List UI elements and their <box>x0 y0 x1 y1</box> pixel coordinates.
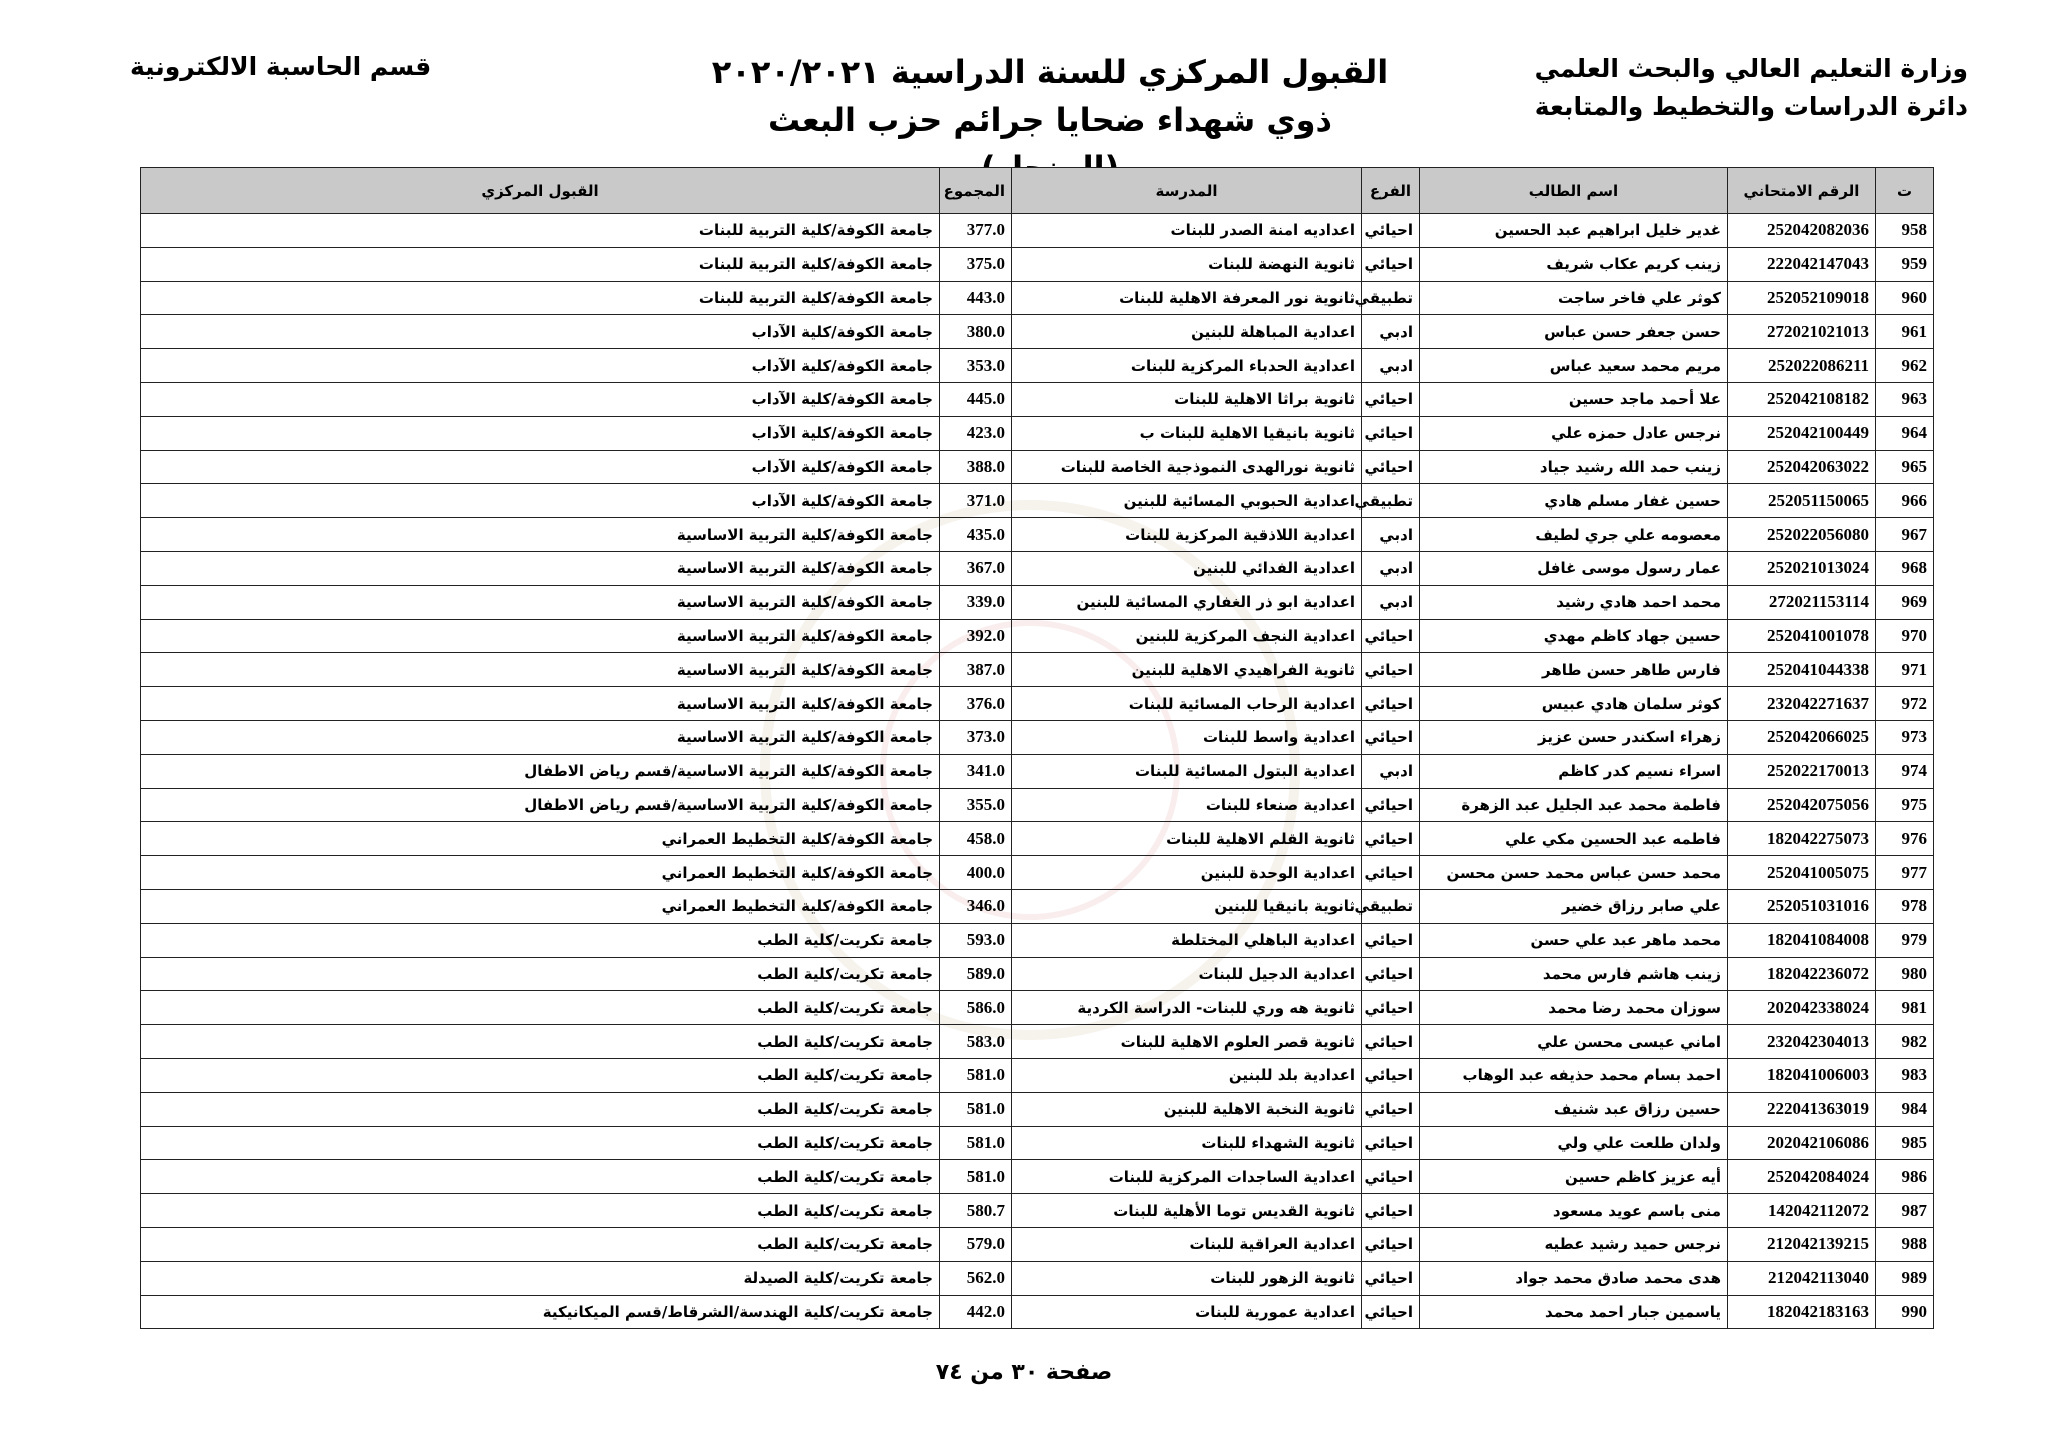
cell-student-name: كوثر علي فاخر ساجت <box>1420 281 1728 315</box>
cell-total: 579.0 <box>940 1227 1012 1261</box>
cell-total: 443.0 <box>940 281 1012 315</box>
cell-student-name: ياسمين جبار احمد محمد <box>1420 1295 1728 1329</box>
ministry-name: وزارة التعليم العالي والبحث العلمي <box>1534 54 1968 83</box>
cell-branch: احيائي <box>1362 416 1420 450</box>
cell-seq: 985 <box>1876 1126 1934 1160</box>
cell-student-name: فارس طاهر حسن طاهر <box>1420 653 1728 687</box>
cell-admission: جامعة الكوفة/كلية التربية الاساسية <box>141 518 940 552</box>
cell-branch: احيائي <box>1362 1126 1420 1160</box>
document-title: القبول المركزي للسنة الدراسية ٢٠٢٠/٢٠٢١ <box>711 53 1389 91</box>
cell-student-name: مريم محمد سعيد عباس <box>1420 349 1728 383</box>
table-row <box>141 1092 1934 1126</box>
cell-school: اعدادية العراقية للبنات <box>1012 1227 1362 1261</box>
cell-seq: 983 <box>1876 1058 1934 1092</box>
table-row <box>141 281 1934 315</box>
cell-total: 589.0 <box>940 957 1012 991</box>
cell-school: اعدادية الرحاب المسائية للبنات <box>1012 687 1362 721</box>
cell-total: 435.0 <box>940 518 1012 552</box>
cell-admission: جامعة الكوفة/كلية الآداب <box>141 450 940 484</box>
table-row <box>141 856 1934 890</box>
cell-student-name: عمار رسول موسى غافل <box>1420 551 1728 585</box>
cell-seq: 969 <box>1876 585 1934 619</box>
cell-exam-no: 252052109018 <box>1728 281 1876 315</box>
cell-branch: احيائي <box>1362 1295 1420 1329</box>
cell-admission: جامعة الكوفة/كلية التربية الاساسية <box>141 619 940 653</box>
cell-seq: 987 <box>1876 1194 1934 1228</box>
table-row <box>141 382 1934 416</box>
cell-seq: 971 <box>1876 653 1934 687</box>
cell-branch: ادبي <box>1362 754 1420 788</box>
cell-seq: 988 <box>1876 1227 1934 1261</box>
table-row <box>141 1058 1934 1092</box>
cell-exam-no: 252022170013 <box>1728 754 1876 788</box>
cell-admission: جامعة تكريت/كلية الهندسة/الشرقاط/قسم الميكانيكية <box>141 1295 940 1329</box>
cell-student-name: معصومه علي جري لطيف <box>1420 518 1728 552</box>
cell-total: 400.0 <box>940 856 1012 890</box>
cell-seq: 959 <box>1876 247 1934 281</box>
cell-total: 371.0 <box>940 484 1012 518</box>
cell-school: ثانوية بانيقيا للبنين <box>1012 889 1362 923</box>
cell-student-name: أيه عزيز كاظم حسين <box>1420 1160 1728 1194</box>
cell-seq: 962 <box>1876 349 1934 383</box>
cell-exam-no: 212042139215 <box>1728 1227 1876 1261</box>
cell-admission: جامعة الكوفة/كلية التربية الاساسية <box>141 551 940 585</box>
table-row <box>141 349 1934 383</box>
cell-exam-no: 252042082036 <box>1728 214 1876 248</box>
cell-school: اعدادية الحبوبي المسائية للبنين <box>1012 484 1362 518</box>
table-row <box>141 923 1934 957</box>
header-admission: القبول المركزي <box>141 168 940 214</box>
table-row <box>141 1295 1934 1329</box>
cell-exam-no: 202042338024 <box>1728 991 1876 1025</box>
cell-admission: جامعة تكريت/كلية الطب <box>141 1092 940 1126</box>
cell-admission: جامعة الكوفة/كلية الآداب <box>141 382 940 416</box>
cell-admission: جامعة تكريت/كلية الطب <box>141 1126 940 1160</box>
cell-branch: احيائي <box>1362 1025 1420 1059</box>
table-row <box>141 619 1934 653</box>
cell-student-name: حسين رزاق عبد شنيف <box>1420 1092 1728 1126</box>
table-row <box>141 518 1934 552</box>
cell-school: اعدادية الباهلي المختلطة <box>1012 923 1362 957</box>
cell-seq: 958 <box>1876 214 1934 248</box>
cell-admission: جامعة الكوفة/كلية التربية الاساسية <box>141 653 940 687</box>
cell-total: 392.0 <box>940 619 1012 653</box>
cell-school: اعدادية صنعاء للبنات <box>1012 788 1362 822</box>
cell-branch: احيائي <box>1362 1058 1420 1092</box>
cell-exam-no: 142042112072 <box>1728 1194 1876 1228</box>
cell-total: 339.0 <box>940 585 1012 619</box>
cell-seq: 979 <box>1876 923 1934 957</box>
cell-student-name: غدير خليل ابراهيم عبد الحسين <box>1420 214 1728 248</box>
cell-seq: 984 <box>1876 1092 1934 1126</box>
cell-admission: جامعة الكوفة/كلية التربية الاساسية <box>141 687 940 721</box>
cell-exam-no: 252041044338 <box>1728 653 1876 687</box>
cell-seq: 973 <box>1876 720 1934 754</box>
table-row <box>141 214 1934 248</box>
cell-seq: 980 <box>1876 957 1934 991</box>
cell-seq: 970 <box>1876 619 1934 653</box>
table-header-row <box>141 168 1934 214</box>
table-row <box>141 1194 1934 1228</box>
cell-school: اعدادية الوحدة للبنين <box>1012 856 1362 890</box>
cell-branch: احيائي <box>1362 856 1420 890</box>
table-row <box>141 889 1934 923</box>
cell-exam-no: 202042106086 <box>1728 1126 1876 1160</box>
cell-admission: جامعة الكوفة/كلية الآداب <box>141 416 940 450</box>
table-row <box>141 957 1934 991</box>
cell-admission: جامعة الكوفة/كلية الآداب <box>141 349 940 383</box>
cell-school: اعدادية المباهلة للبنين <box>1012 315 1362 349</box>
cell-school: اعدادية الدجيل للبنات <box>1012 957 1362 991</box>
cell-exam-no: 252051150065 <box>1728 484 1876 518</box>
cell-school: ثانوية الفراهيدي الاهلية للبنين <box>1012 653 1362 687</box>
cell-seq: 964 <box>1876 416 1934 450</box>
cell-total: 593.0 <box>940 923 1012 957</box>
cell-exam-no: 252042108182 <box>1728 382 1876 416</box>
cell-branch: احيائي <box>1362 720 1420 754</box>
cell-total: 581.0 <box>940 1160 1012 1194</box>
cell-exam-no: 232042304013 <box>1728 1025 1876 1059</box>
table-row <box>141 450 1934 484</box>
table-row <box>141 653 1934 687</box>
cell-branch: احيائي <box>1362 382 1420 416</box>
cell-branch: ادبي <box>1362 585 1420 619</box>
cell-exam-no: 252042100449 <box>1728 416 1876 450</box>
cell-branch: احيائي <box>1362 214 1420 248</box>
cell-admission: جامعة الكوفة/كلية التربية الاساسية <box>141 720 940 754</box>
cell-seq: 978 <box>1876 889 1934 923</box>
cell-seq: 967 <box>1876 518 1934 552</box>
header-ministry-block <box>1535 50 1968 126</box>
cell-admission: جامعة تكريت/كلية الصيدلة <box>141 1261 940 1295</box>
cell-student-name: زينب هاشم فارس محمد <box>1420 957 1728 991</box>
cell-student-name: محمد ماهر عبد علي حسن <box>1420 923 1728 957</box>
cell-seq: 968 <box>1876 551 1934 585</box>
table-row <box>141 1227 1934 1261</box>
cell-branch: تطبيقي <box>1362 889 1420 923</box>
cell-school: اعدادية اللاذقية المركزية للبنات <box>1012 518 1362 552</box>
cell-exam-no: 252021013024 <box>1728 551 1876 585</box>
department-name: دائرة الدراسات والتخطيط والمتابعة <box>1534 92 1968 121</box>
cell-exam-no: 182042275073 <box>1728 822 1876 856</box>
cell-seq: 986 <box>1876 1160 1934 1194</box>
cell-admission: جامعة الكوفة/كلية التربية الاساسية <box>141 585 940 619</box>
cell-seq: 965 <box>1876 450 1934 484</box>
cell-branch: احيائي <box>1362 247 1420 281</box>
cell-admission: جامعة الكوفة/كلية التربية الاساسية/قسم رياض الاطفال <box>141 754 940 788</box>
cell-school: اعدادية الحدباء المركزية للبنات <box>1012 349 1362 383</box>
cell-student-name: نرجس حميد رشيد عطيه <box>1420 1227 1728 1261</box>
cell-total: 377.0 <box>940 214 1012 248</box>
cell-total: 458.0 <box>940 822 1012 856</box>
cell-total: 355.0 <box>940 788 1012 822</box>
header-branch: الفرع <box>1362 168 1420 214</box>
cell-school: ثانوية الزهور للبنات <box>1012 1261 1362 1295</box>
cell-total: 367.0 <box>940 551 1012 585</box>
cell-school: اعدادية الفدائي للبنين <box>1012 551 1362 585</box>
cell-exam-no: 222042147043 <box>1728 247 1876 281</box>
table-row <box>141 687 1934 721</box>
table-row <box>141 484 1934 518</box>
cell-student-name: علا أحمد ماجد حسين <box>1420 382 1728 416</box>
cell-exam-no: 182042236072 <box>1728 957 1876 991</box>
cell-school: ثانوية براثا الاهلية للبنات <box>1012 382 1362 416</box>
cell-exam-no: 252022086211 <box>1728 349 1876 383</box>
cell-school: اعدادية ابو ذر الغفاري المسائية للبنين <box>1012 585 1362 619</box>
cell-admission: جامعة تكريت/كلية الطب <box>141 1058 940 1092</box>
cell-student-name: محمد حسن عباس محمد حسن محسن <box>1420 856 1728 890</box>
cell-exam-no: 182042183163 <box>1728 1295 1876 1329</box>
cell-student-name: علي صابر رزاق خضير <box>1420 889 1728 923</box>
cell-admission: جامعة الكوفة/كلية التربية للبنات <box>141 214 940 248</box>
cell-student-name: اماني عيسى محسن علي <box>1420 1025 1728 1059</box>
cell-branch: احيائي <box>1362 653 1420 687</box>
cell-school: اعدادية عمورية للبنات <box>1012 1295 1362 1329</box>
cell-student-name: كوثر سلمان هادي عبيس <box>1420 687 1728 721</box>
cell-total: 376.0 <box>940 687 1012 721</box>
cell-total: 346.0 <box>940 889 1012 923</box>
table-row <box>141 788 1934 822</box>
cell-total: 375.0 <box>940 247 1012 281</box>
cell-admission: جامعة الكوفة/كلية التخطيط العمراني <box>141 856 940 890</box>
header-student-name: اسم الطالب <box>1420 168 1728 214</box>
cell-seq: 974 <box>1876 754 1934 788</box>
cell-exam-no: 272021153114 <box>1728 585 1876 619</box>
cell-student-name: نرجس عادل حمزه علي <box>1420 416 1728 450</box>
cell-school: اعدادية النجف المركزية للبنين <box>1012 619 1362 653</box>
cell-branch: احيائي <box>1362 687 1420 721</box>
cell-admission: جامعة تكريت/كلية الطب <box>141 923 940 957</box>
cell-total: 423.0 <box>940 416 1012 450</box>
cell-total: 581.0 <box>940 1126 1012 1160</box>
cell-school: ثانوية القديس توما الأهلية للبنات <box>1012 1194 1362 1228</box>
cell-exam-no: 252041005075 <box>1728 856 1876 890</box>
cell-admission: جامعة الكوفة/كلية التربية الاساسية/قسم رياض الاطفال <box>141 788 940 822</box>
table-row <box>141 1261 1934 1295</box>
cell-exam-no: 252042066025 <box>1728 720 1876 754</box>
cell-exam-no: 252041001078 <box>1728 619 1876 653</box>
table-row <box>141 822 1934 856</box>
cell-school: اعدادية بلد للبنين <box>1012 1058 1362 1092</box>
admissions-table <box>140 167 1934 1329</box>
cell-admission: جامعة تكريت/كلية الطب <box>141 1025 940 1059</box>
cell-admission: جامعة الكوفة/كلية التخطيط العمراني <box>141 889 940 923</box>
cell-student-name: حسين غفار مسلم هادي <box>1420 484 1728 518</box>
cell-student-name: منى باسم عويد مسعود <box>1420 1194 1728 1228</box>
cell-student-name: زينب حمد الله رشيد جياد <box>1420 450 1728 484</box>
cell-total: 583.0 <box>940 1025 1012 1059</box>
cell-exam-no: 252042063022 <box>1728 450 1876 484</box>
cell-student-name: فاطمة محمد عبد الجليل عبد الزهرة <box>1420 788 1728 822</box>
cell-branch: احيائي <box>1362 1194 1420 1228</box>
table-row <box>141 585 1934 619</box>
table-row <box>141 1025 1934 1059</box>
cell-seq: 975 <box>1876 788 1934 822</box>
cell-student-name: احمد بسام محمد حذيفه عبد الوهاب <box>1420 1058 1728 1092</box>
cell-branch: تطبيقي <box>1362 281 1420 315</box>
cell-student-name: زينب كريم عكاب شريف <box>1420 247 1728 281</box>
cell-exam-no: 232042271637 <box>1728 687 1876 721</box>
cell-admission: جامعة الكوفة/كلية الآداب <box>141 315 940 349</box>
cell-school: ثانوية قصر العلوم الاهلية للبنات <box>1012 1025 1362 1059</box>
cell-branch: احيائي <box>1362 1092 1420 1126</box>
cell-seq: 981 <box>1876 991 1934 1025</box>
cell-school: ثانوية هه وري للبنات- الدراسة الكردية <box>1012 991 1362 1025</box>
cell-admission: جامعة تكريت/كلية الطب <box>141 1160 940 1194</box>
table-row <box>141 315 1934 349</box>
cell-total: 373.0 <box>940 720 1012 754</box>
cell-branch: ادبي <box>1362 518 1420 552</box>
cell-student-name: محمد احمد هادي رشيد <box>1420 585 1728 619</box>
table-row <box>141 720 1934 754</box>
page-number: صفحة ٣٠ من ٧٤ <box>935 1360 1113 1385</box>
cell-branch: ادبي <box>1362 349 1420 383</box>
cell-school: اعدادية البتول المسائية للبنات <box>1012 754 1362 788</box>
cell-admission: جامعة تكريت/كلية الطب <box>141 991 940 1025</box>
cell-seq: 977 <box>1876 856 1934 890</box>
table-row <box>141 1126 1934 1160</box>
header-total: المجموع <box>940 168 1012 214</box>
cell-student-name: فاطمه عبد الحسين مكي علي <box>1420 822 1728 856</box>
cell-branch: احيائي <box>1362 788 1420 822</box>
table-row <box>141 754 1934 788</box>
cell-seq: 966 <box>1876 484 1934 518</box>
cell-seq: 963 <box>1876 382 1934 416</box>
cell-total: 580.7 <box>940 1194 1012 1228</box>
cell-seq: 989 <box>1876 1261 1934 1295</box>
cell-school: ثانوية بانيقيا الاهلية للبنات ب <box>1012 416 1362 450</box>
cell-total: 581.0 <box>940 1092 1012 1126</box>
cell-school: ثانوية القلم الاهلية للبنات <box>1012 822 1362 856</box>
section-name: قسم الحاسبة الالكترونية <box>130 52 432 81</box>
cell-branch: احيائي <box>1362 991 1420 1025</box>
cell-total: 581.0 <box>940 1058 1012 1092</box>
cell-student-name: هدى محمد صادق محمد جواد <box>1420 1261 1728 1295</box>
cell-admission: جامعة الكوفة/كلية التربية للبنات <box>141 247 940 281</box>
cell-total: 445.0 <box>940 382 1012 416</box>
cell-total: 341.0 <box>940 754 1012 788</box>
cell-branch: احيائي <box>1362 619 1420 653</box>
table-row <box>141 416 1934 450</box>
cell-exam-no: 252022056080 <box>1728 518 1876 552</box>
cell-total: 586.0 <box>940 991 1012 1025</box>
cell-school: ثانوية النهضة للبنات <box>1012 247 1362 281</box>
cell-seq: 961 <box>1876 315 1934 349</box>
table-row <box>141 1160 1934 1194</box>
table-row <box>141 991 1934 1025</box>
cell-school: ثانوية نورالهدى النموذجية الخاصة للبنات <box>1012 450 1362 484</box>
cell-exam-no: 252042084024 <box>1728 1160 1876 1194</box>
table-row <box>141 551 1934 585</box>
cell-student-name: حسين جهاد كاظم مهدي <box>1420 619 1728 653</box>
cell-total: 562.0 <box>940 1261 1012 1295</box>
cell-admission: جامعة تكريت/كلية الطب <box>141 1227 940 1261</box>
cell-exam-no: 222041363019 <box>1728 1092 1876 1126</box>
cell-admission: جامعة الكوفة/كلية الآداب <box>141 484 940 518</box>
cell-total: 387.0 <box>940 653 1012 687</box>
cell-branch: احيائي <box>1362 822 1420 856</box>
cell-school: اعدادية واسط للبنات <box>1012 720 1362 754</box>
cell-branch: احيائي <box>1362 1160 1420 1194</box>
cell-student-name: حسن جعفر حسن عباس <box>1420 315 1728 349</box>
cell-student-name: زهراء اسكندر حسن عزيز <box>1420 720 1728 754</box>
cell-seq: 982 <box>1876 1025 1934 1059</box>
cell-seq: 972 <box>1876 687 1934 721</box>
cell-admission: جامعة الكوفة/كلية التخطيط العمراني <box>141 822 940 856</box>
cell-school: ثانوية الشهداء للبنات <box>1012 1126 1362 1160</box>
cell-total: 353.0 <box>940 349 1012 383</box>
cell-branch: احيائي <box>1362 450 1420 484</box>
cell-exam-no: 272021021013 <box>1728 315 1876 349</box>
cell-seq: 976 <box>1876 822 1934 856</box>
header-seq: ت <box>1876 168 1934 214</box>
cell-student-name: اسراء نسيم كدر كاظم <box>1420 754 1728 788</box>
cell-exam-no: 182041084008 <box>1728 923 1876 957</box>
cell-branch: احيائي <box>1362 957 1420 991</box>
cell-student-name: ولدان طلعت علي ولي <box>1420 1126 1728 1160</box>
cell-school: ثانوية نور المعرفة الاهلية للبنات <box>1012 281 1362 315</box>
cell-branch: تطبيقي <box>1362 484 1420 518</box>
cell-exam-no: 252051031016 <box>1728 889 1876 923</box>
table-row <box>141 247 1934 281</box>
cell-school: اعدادية الساجدات المركزية للبنات <box>1012 1160 1362 1194</box>
cell-branch: احيائي <box>1362 923 1420 957</box>
header-school: المدرسة <box>1012 168 1362 214</box>
header-exam-no: الرقم الامتحاني <box>1728 168 1876 214</box>
document-subtitle: ذوي شهداء ضحايا جرائم حزب البعث <box>768 101 1332 139</box>
cell-branch: ادبي <box>1362 315 1420 349</box>
cell-exam-no: 252042075056 <box>1728 788 1876 822</box>
cell-admission: جامعة تكريت/كلية الطب <box>141 1194 940 1228</box>
cell-exam-no: 182041006003 <box>1728 1058 1876 1092</box>
cell-admission: جامعة تكريت/كلية الطب <box>141 957 940 991</box>
cell-school: ثانوية النخبة الاهلية للبنين <box>1012 1092 1362 1126</box>
cell-student-name: سوزان محمد رضا محمد <box>1420 991 1728 1025</box>
cell-total: 442.0 <box>940 1295 1012 1329</box>
cell-exam-no: 212042113040 <box>1728 1261 1876 1295</box>
cell-branch: احيائي <box>1362 1227 1420 1261</box>
cell-total: 380.0 <box>940 315 1012 349</box>
table-body <box>141 214 1934 1329</box>
cell-seq: 990 <box>1876 1295 1934 1329</box>
cell-total: 388.0 <box>940 450 1012 484</box>
cell-admission: جامعة الكوفة/كلية التربية للبنات <box>141 281 940 315</box>
cell-branch: احيائي <box>1362 1261 1420 1295</box>
cell-branch: ادبي <box>1362 551 1420 585</box>
cell-seq: 960 <box>1876 281 1934 315</box>
cell-school: اعداديه امنة الصدر للبنات <box>1012 214 1362 248</box>
